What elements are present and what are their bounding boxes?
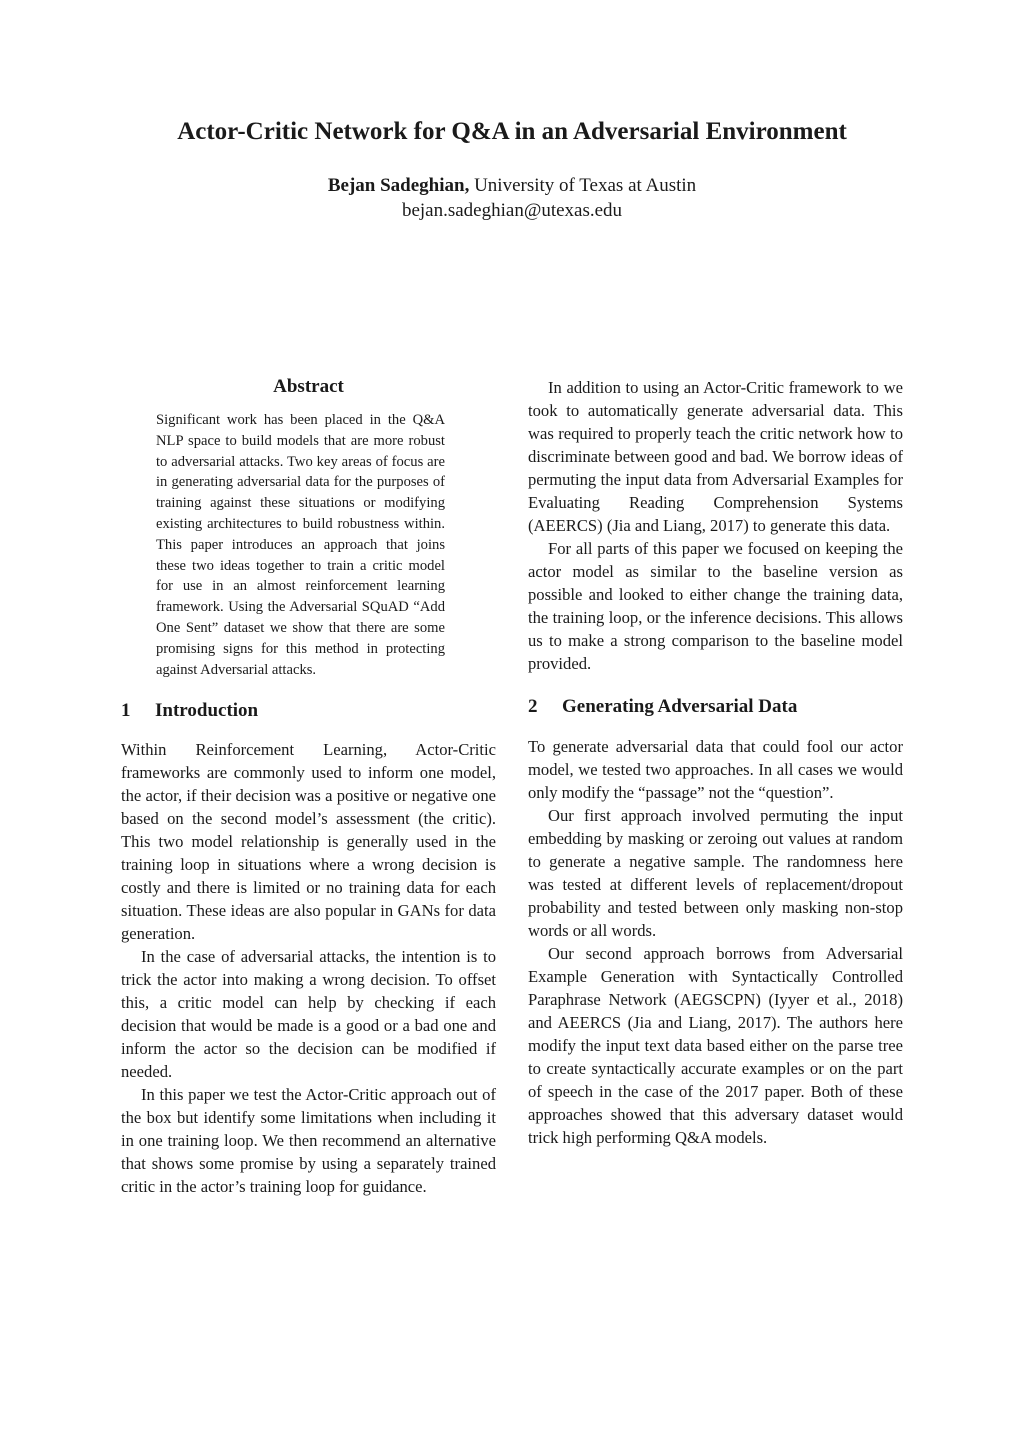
section-heading-introduction [121, 700, 496, 722]
author-name: Bejan Sadeghian, [327, 175, 470, 196]
intro-paragraph-1: Within Reinforcement Learning, Actor-Critic frameworks are commonly used to inform one model, the actor, if their decision was a positive or negative one based on the second model’s assessment (the critic). This two model relationship is generally used in the training loop in situations where a wrong decision is costly and there is limited or no training data for each situation. These ideas are also popular in GANs for data generation. [121, 740, 496, 944]
generating-paragraph-1: To generate adversarial data that could fool our actor model, we tested two approaches. In all cases we would only modify the “passage” not the “question”. [528, 737, 903, 802]
author-email: bejan.sadeghian@utexas.edu [401, 200, 623, 221]
section-heading-generating-adversarial-data [528, 696, 903, 718]
generating-paragraph-3: Our second approach borrows from Adversarial Example Generation with Syntactically Controlled Paraphrase Network (AEGSCPN) (Iyyer et al., 2018) and AEERCS (Jia and Liang, 2017). The authors here modify the input text data based either on the parse tree to create syntactically accurate examples or on the part of speech in the case of the 2017 paper. Both of these approaches showed that this adversary dataset would trick high performing Q&A models. [528, 944, 903, 1147]
section-number: 2 [528, 696, 538, 717]
right-column [528, 376, 903, 1149]
generating-paragraph-2: Our first approach involved permuting the input embedding by masking or zeroing out values at random to generate a negative sample. The randomness here was tested at different levels of replacement/dropout probability and tested between only masking non-stop words or all words. [528, 806, 903, 940]
section-title: Generating Adversarial Data [562, 696, 798, 717]
intro-continued-paragraph-2: For all parts of this paper we focused on keeping the actor model as similar to the baseline version as possible and looked to either change the training data, the training loop, or the inference decisions. This allows us to make a strong comparison to the baseline model provided. [528, 539, 903, 673]
section-number: 1 [121, 700, 131, 722]
intro-paragraph-2: In the case of adversarial attacks, the intention is to trick the actor into making a wrong decision. To offset this, a critic model can help by checking if each decision that would be made is a good or a bad one and inform the actor so the decision can be modified if needed. [121, 947, 496, 1082]
paper-title: Actor-Critic Network for Q&A in an Adversarial Environment [177, 118, 847, 145]
abstract-text: Significant work has been placed in the Q&A NLP space to build models that are more robust to adversarial attacks. Two key areas of focus are in generating adversarial data for the purposes of training against these situations or modifying existing architectures to build robustness within. This paper introduces an approach that joins these two ideas together to train a critic model for use in an almost reinforcement learning framework. Using the Adversarial SQuAD “Add One Sent” dataset we show that there are some promising signs for this method in protecting against Adversarial attacks. [156, 412, 445, 678]
section-title: Introduction [155, 700, 259, 722]
author-line [0, 175, 1024, 197]
author-affiliation: University of Texas at Austin [474, 175, 697, 196]
left-column [121, 376, 496, 1198]
intro-continued-paragraph-1: In addition to using an Actor-Critic framework to we took to automatically generate adversarial data. This was required to properly teach the critic network how to discriminate between good and bad. We borrow ideas of permuting the input data from Adversarial Examples for Evaluating Reading Comprehension Systems (AEERCS) (Jia and Liang, 2017) to generate this data. [528, 378, 903, 535]
intro-paragraph-3: In this paper we test the Actor-Critic approach out of the box but identify some limitations when including it in one training loop. We then recommend an alternative that shows some promise by using a separately trained critic in the actor’s training loop for guidance. [121, 1085, 496, 1197]
abstract-heading: Abstract [273, 376, 344, 397]
